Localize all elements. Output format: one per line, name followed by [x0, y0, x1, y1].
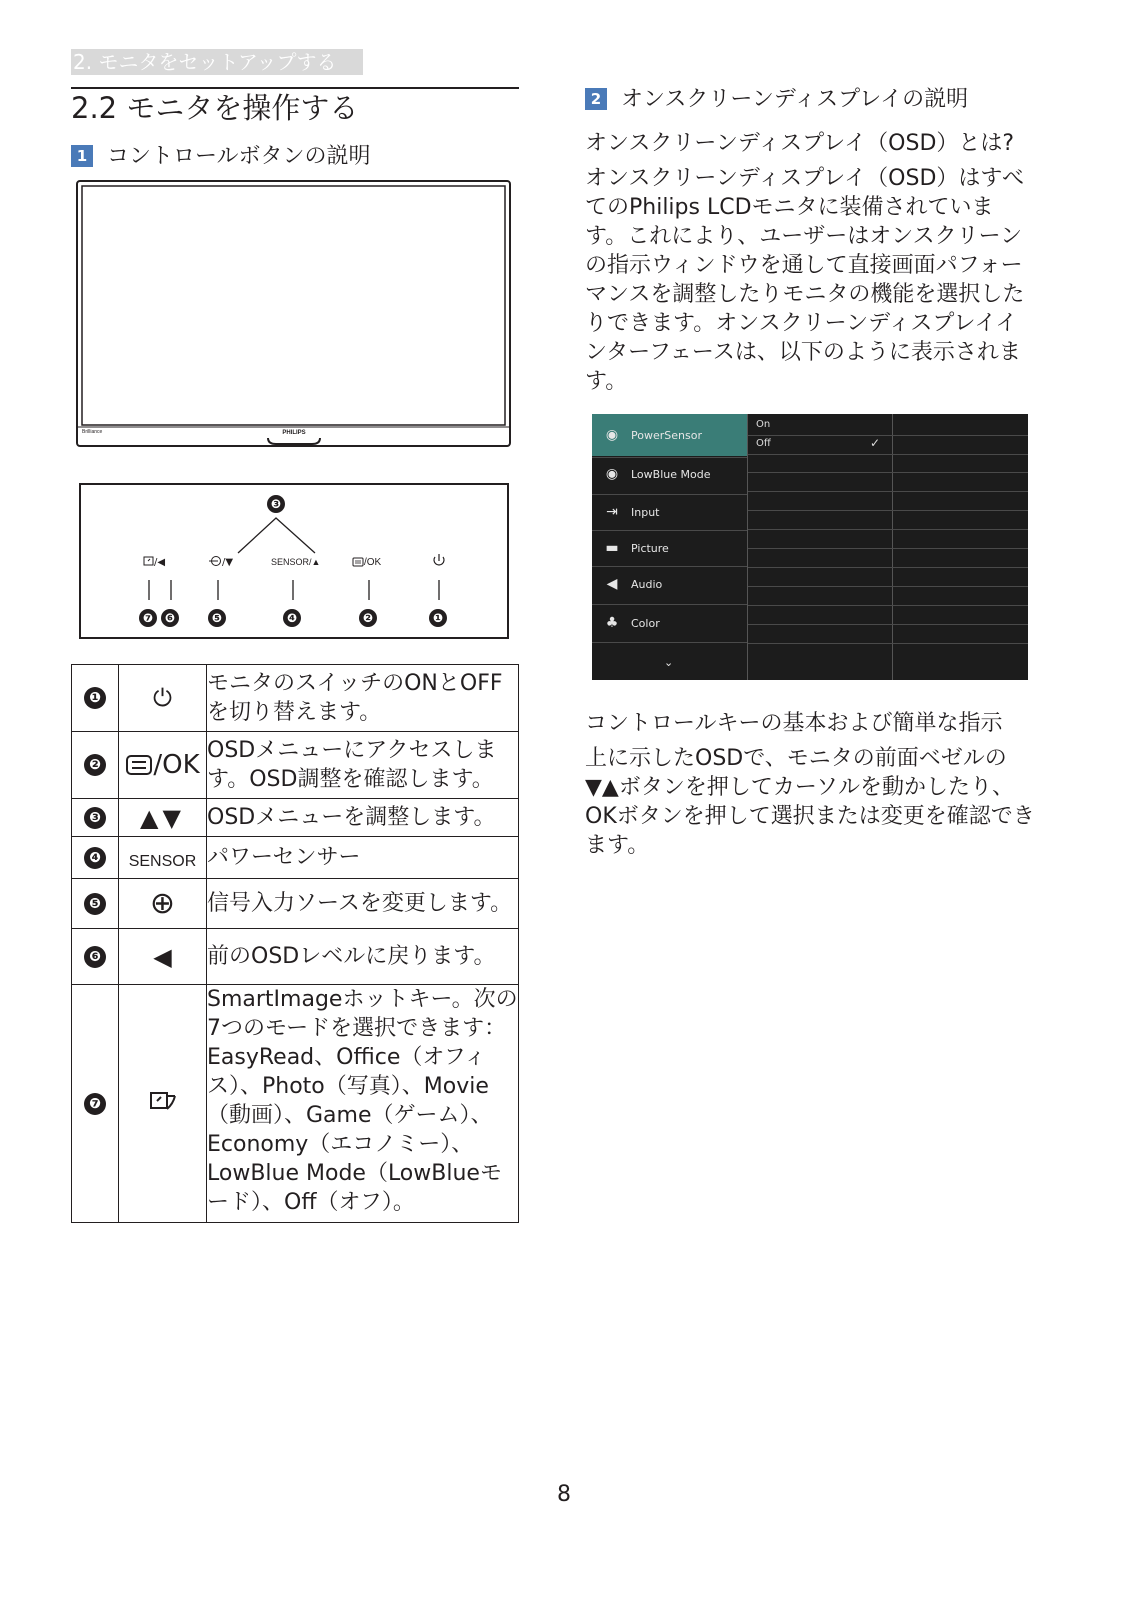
row-description: モニタのスイッチのONとOFFを切り替えます。 [207, 665, 519, 732]
svg-text:SENSOR/▲: SENSOR/▲ [271, 557, 321, 567]
row-number: ❼ [84, 1093, 106, 1115]
row-number: ❻ [84, 946, 106, 968]
row-number: ❺ [84, 893, 106, 915]
control-keys-heading: コントロールキーの基本および簡単な指示 [585, 711, 1003, 736]
power-icon [434, 554, 444, 565]
svg-text:/▼: /▼ [222, 557, 234, 568]
control-table [71, 664, 519, 1223]
input-icon: ⊕ [149, 886, 176, 921]
picture-icon: ▬ [605, 540, 619, 556]
eye-icon: ◉ [605, 466, 619, 482]
table-row [72, 665, 519, 732]
row-number: ❷ [84, 754, 106, 776]
table-row [72, 799, 519, 837]
row-description: OSDメニューにアクセスします。OSD調整を確認します。 [207, 732, 519, 799]
checkmark-icon: ✓ [870, 436, 881, 450]
osd-menu-screenshot: ◉ PowerSensor ◉ LowBlue Mode ⇥ Input ▬ Picture ◀ Audio ♣ Color ⌄ On Off ✓ [592, 414, 1028, 680]
up-down-arrows-icon: ▲▼ [140, 803, 185, 832]
eye-icon: ◉ [605, 427, 619, 443]
osd-description: オンスクリーンディスプレイ（OSD）はすべてのPhilips LCDモニタに装備されています。これにより、ユーザーはオンスクリーンの指示ウィンドウを通して直接画面パフォーマンスを調整したりモニタの機能を選択したりできます。オンスクリーンディスプレイインターフェースは、以下のように表示されます。 [585, 166, 1025, 394]
breadcrumb: 2. モニタをセットアップする [71, 49, 363, 75]
smartimage-icon [148, 1088, 178, 1114]
callout-7: ❼ [139, 609, 157, 627]
monitor-illustration [76, 180, 512, 452]
callout-4: ❹ [283, 609, 301, 627]
table-row [72, 879, 519, 929]
power-icon: ⏻ [153, 684, 172, 712]
callout-6: ❻ [161, 609, 179, 627]
input-icon [209, 557, 221, 566]
callout-2: ❷ [359, 609, 377, 627]
svg-text:/◀: /◀ [154, 557, 166, 568]
row-description: SmartImageホットキー。次の7つのモードを選択できます：EasyRead、Office（オフィス）、Photo（写真）、Movie（動画）、Game（ゲーム）、Economy（エコノミー）、LowBlue Mode（LowBlueモード）、Off（オフ）。 [207, 985, 519, 1223]
osd-option-off[interactable]: Off [756, 438, 771, 449]
sensor-label: SENSOR [128, 852, 197, 870]
section-number-badge: 1 [71, 145, 93, 167]
row-description: 信号入力ソースを変更します。 [207, 879, 519, 929]
button-diagram [79, 483, 509, 639]
row-number: ❶ [84, 687, 106, 709]
monitor-model-text: Brilliance [82, 429, 103, 435]
section-number-badge: 2 [585, 88, 607, 110]
menu-icon [353, 558, 363, 566]
row-number: ❸ [84, 807, 106, 829]
speaker-icon: ◀ [606, 576, 618, 592]
section1-heading-text: コントロールボタンの説明 [107, 144, 371, 169]
table-row [72, 732, 519, 799]
table-row [72, 985, 519, 1223]
callout-5: ❺ [208, 609, 226, 627]
section2-heading-text: オンスクリーンディスプレイの説明 [621, 87, 969, 112]
color-icon: ♣ [605, 615, 619, 631]
row-description: パワーセンサー [207, 837, 519, 879]
row-number: ❹ [84, 847, 106, 869]
monitor-brand-logo: PHILIPS [282, 430, 306, 436]
callout-3: ❸ [267, 495, 285, 513]
scroll-down-icon[interactable]: ⌄ [664, 656, 674, 669]
page-number: 8 [557, 1482, 571, 1507]
section1-heading [71, 142, 371, 172]
row-description: OSDメニューを調整します。 [207, 799, 519, 837]
control-keys-description: 上に示したOSDで、モニタの前面ベゼルの▼▲ボタンを押してカーソルを動かしたり、OKボタンを押して選択または変更を確認できます。 [585, 746, 1035, 858]
menu-icon [125, 754, 153, 776]
smartimage-icon [144, 557, 153, 565]
table-row [72, 837, 519, 879]
input-icon: ⇥ [606, 504, 618, 520]
osd-option-on[interactable]: On [756, 419, 771, 430]
page-title: 2.2 モニタを操作する [71, 91, 359, 125]
section2-heading [585, 85, 968, 115]
row-description: 前のOSDレベルに戻ります。 [207, 929, 519, 985]
osd-subheading: オンスクリーンディスプレイ（OSD）とは? [585, 131, 1015, 156]
svg-text:/OK: /OK [364, 557, 382, 568]
callout-1: ❶ [429, 609, 447, 627]
table-row [72, 929, 519, 985]
ok-label: /OK [153, 750, 200, 780]
back-arrow-icon: ◀ [153, 942, 172, 971]
